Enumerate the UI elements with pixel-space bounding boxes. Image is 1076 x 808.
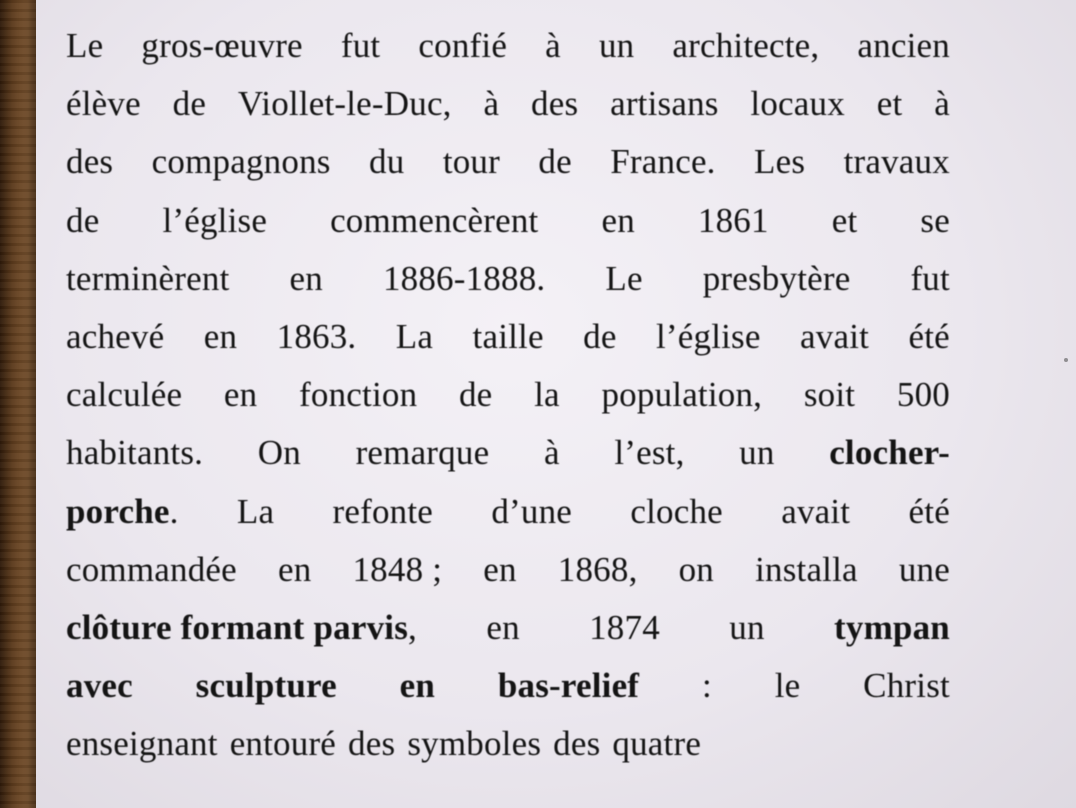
word xyxy=(754,142,805,182)
word-text: refonte xyxy=(332,491,434,531)
word-text: et xyxy=(876,84,903,124)
word xyxy=(832,201,858,241)
word-text: tour xyxy=(442,142,500,182)
word xyxy=(330,201,538,241)
bold-word xyxy=(834,608,950,648)
word xyxy=(729,608,764,648)
word-text: de xyxy=(538,142,572,182)
word xyxy=(605,259,642,299)
bold-word xyxy=(829,433,950,473)
text-line xyxy=(66,142,950,200)
word xyxy=(204,317,237,357)
word-text: en xyxy=(601,200,635,240)
word-text: et xyxy=(831,200,858,240)
word xyxy=(800,317,869,357)
text-line xyxy=(66,201,950,259)
bold-word xyxy=(66,666,133,706)
word xyxy=(299,375,417,415)
word xyxy=(66,201,99,241)
word-text: à xyxy=(483,84,500,124)
text-line xyxy=(66,608,950,666)
word xyxy=(66,433,203,473)
word-text: le xyxy=(774,666,801,706)
word-text: Viollet-le-Duc, xyxy=(237,84,452,124)
word-text: La xyxy=(236,491,275,531)
punctuation: . xyxy=(169,491,179,531)
word-text: en xyxy=(223,375,258,415)
word xyxy=(656,317,761,357)
word xyxy=(230,724,336,764)
word xyxy=(857,26,950,66)
word-text: en xyxy=(486,607,520,647)
word xyxy=(775,666,801,706)
word xyxy=(610,142,715,182)
word-text: un xyxy=(598,26,635,65)
word xyxy=(66,259,230,299)
word-text: de xyxy=(66,200,100,240)
word xyxy=(910,259,949,299)
word-text: en xyxy=(277,549,312,589)
bold-word xyxy=(400,666,435,706)
word-text: l’église xyxy=(656,316,761,356)
word xyxy=(630,492,723,532)
word-text: de xyxy=(172,84,207,124)
word xyxy=(844,142,950,182)
word xyxy=(443,142,500,182)
word xyxy=(352,550,442,590)
word-text: 1886-1888. xyxy=(382,258,546,298)
word xyxy=(544,433,560,473)
word-text: 500 xyxy=(896,375,950,415)
word-text: élève xyxy=(66,84,141,124)
word-text: bas-relief xyxy=(497,666,640,706)
text-line xyxy=(66,433,950,491)
word xyxy=(612,724,701,764)
word-text: fut xyxy=(340,26,381,65)
word-text: des xyxy=(348,724,396,764)
word-text: se xyxy=(920,200,950,240)
word-text: sculpture xyxy=(195,666,337,706)
word xyxy=(141,26,302,66)
word xyxy=(804,375,855,415)
text-line xyxy=(66,550,950,608)
word-text: avait xyxy=(781,491,851,531)
word xyxy=(534,375,560,415)
word xyxy=(698,201,769,241)
word xyxy=(341,26,380,66)
word-text: taille xyxy=(472,316,544,356)
word xyxy=(224,375,257,415)
word xyxy=(407,724,541,764)
panel-text-block xyxy=(66,26,950,782)
word-text: Les xyxy=(754,142,806,182)
word-text: cloche xyxy=(630,491,723,531)
word-text: commencèrent xyxy=(330,200,539,240)
word-text: des xyxy=(66,142,114,182)
word xyxy=(473,317,544,357)
word-text: La xyxy=(395,316,434,356)
word xyxy=(66,724,218,764)
word xyxy=(258,433,301,473)
word-text: 1861 xyxy=(697,200,769,240)
word xyxy=(483,84,499,124)
word xyxy=(702,666,712,706)
word xyxy=(558,550,638,590)
word-text: : xyxy=(701,666,712,706)
word-text: de xyxy=(583,316,617,356)
word xyxy=(739,433,774,473)
word xyxy=(934,84,950,124)
word xyxy=(66,375,182,415)
word-text: France. xyxy=(610,142,716,182)
word-text: travaux xyxy=(843,142,950,182)
word xyxy=(396,317,433,357)
word-text: habitants. xyxy=(66,433,204,473)
word-text: à xyxy=(543,433,560,473)
word xyxy=(553,724,600,764)
word-text: 1848 ; xyxy=(352,549,443,589)
word xyxy=(703,259,851,299)
word-text: presbytère xyxy=(702,258,851,298)
word xyxy=(679,550,714,590)
word-text: quatre xyxy=(612,724,702,764)
word-text: On xyxy=(257,433,301,473)
bold-word xyxy=(66,608,417,648)
word-text: fonction xyxy=(299,375,418,415)
word-text: entouré xyxy=(229,724,337,764)
text-line xyxy=(66,666,950,724)
word xyxy=(601,375,762,415)
word xyxy=(238,84,452,124)
word-text: on xyxy=(678,549,714,589)
word-text: été xyxy=(908,316,950,356)
word-text: en xyxy=(289,258,323,298)
word-text: gros-œuvre xyxy=(141,26,303,65)
word-text: calculée xyxy=(66,375,183,415)
word-text: en xyxy=(203,316,238,356)
word xyxy=(599,26,634,66)
word-text: porche xyxy=(66,491,170,531)
word-text: architecte, xyxy=(672,26,820,65)
word xyxy=(66,317,164,357)
word-text: des xyxy=(553,724,601,764)
word-text: de xyxy=(458,375,493,415)
word-text: Le xyxy=(66,26,104,65)
word-text: une xyxy=(898,549,950,589)
word-text: été xyxy=(908,491,950,531)
word-text: 1874 xyxy=(589,607,660,647)
word xyxy=(545,26,561,66)
word xyxy=(418,26,507,66)
word xyxy=(531,84,578,124)
word-text: 1868, xyxy=(557,549,638,589)
text-line xyxy=(66,317,950,375)
word xyxy=(899,550,950,590)
word xyxy=(538,142,571,182)
word xyxy=(152,142,331,182)
word-text: artisans xyxy=(610,84,719,124)
word-text: soit xyxy=(803,375,856,415)
word-text: un xyxy=(729,607,765,647)
word xyxy=(348,724,395,764)
word xyxy=(333,492,434,532)
word-text: locaux xyxy=(750,84,845,124)
word xyxy=(483,550,516,590)
word-text: clocher- xyxy=(829,433,950,473)
word xyxy=(909,492,950,532)
word-text: avec xyxy=(66,666,133,706)
word-text: fut xyxy=(910,258,950,298)
word-text: clôture formant parvis xyxy=(66,607,409,647)
word-text: symboles xyxy=(407,724,542,764)
word xyxy=(486,608,519,648)
word xyxy=(920,201,950,241)
word-text: avait xyxy=(800,316,870,356)
word-text: en xyxy=(399,666,436,706)
word-text: un xyxy=(739,433,775,473)
word xyxy=(237,492,274,532)
word xyxy=(863,666,950,706)
word-text: ancien xyxy=(857,26,950,65)
word-text: Le xyxy=(605,258,643,298)
word-text: terminèrent xyxy=(66,258,230,298)
word xyxy=(614,433,684,473)
word xyxy=(877,84,903,124)
text-line xyxy=(66,26,950,84)
word-text: tympan xyxy=(834,607,950,647)
word xyxy=(583,317,616,357)
word xyxy=(491,492,572,532)
word xyxy=(173,84,206,124)
text-line xyxy=(66,724,950,782)
word xyxy=(909,317,950,357)
word-text: 1863. xyxy=(276,316,357,356)
word-text: achevé xyxy=(66,316,165,356)
text-line xyxy=(66,375,950,433)
word-text: compagnons xyxy=(151,142,331,182)
word-text: à xyxy=(545,26,561,65)
word xyxy=(290,259,323,299)
word xyxy=(162,201,267,241)
word xyxy=(66,84,141,124)
dust-speck xyxy=(1064,358,1068,362)
word xyxy=(589,608,660,648)
word-text: d’une xyxy=(491,491,573,531)
word-text: enseignant xyxy=(66,724,218,764)
word xyxy=(66,26,103,66)
bold-word xyxy=(498,666,639,706)
text-line xyxy=(66,492,950,550)
word-text: du xyxy=(369,142,405,182)
word xyxy=(897,375,950,415)
word xyxy=(369,142,404,182)
word xyxy=(459,375,492,415)
word xyxy=(781,492,850,532)
word xyxy=(278,550,311,590)
punctuation: , xyxy=(408,607,417,647)
bold-word xyxy=(196,666,337,706)
word xyxy=(755,550,858,590)
word-text: remarque xyxy=(355,433,490,473)
word xyxy=(277,317,357,357)
word-text: population, xyxy=(601,375,763,415)
word-text: commandée xyxy=(66,549,237,589)
word-text: confié xyxy=(418,26,508,65)
word-text: l’église xyxy=(162,200,268,240)
word xyxy=(750,84,845,124)
word-text: l’est, xyxy=(614,433,685,473)
word xyxy=(610,84,719,124)
word-text: la xyxy=(534,375,560,415)
text-line xyxy=(66,84,950,142)
word xyxy=(66,550,237,590)
word-text: Christ xyxy=(863,666,950,706)
word xyxy=(356,433,490,473)
word-text: des xyxy=(531,84,579,124)
bold-word xyxy=(66,492,179,532)
word xyxy=(672,26,819,66)
word-text: en xyxy=(483,549,517,589)
word xyxy=(66,142,113,182)
word-text: à xyxy=(934,84,950,124)
text-line xyxy=(66,259,950,317)
word xyxy=(383,259,545,299)
word xyxy=(601,201,634,241)
word-text: installa xyxy=(755,549,858,589)
